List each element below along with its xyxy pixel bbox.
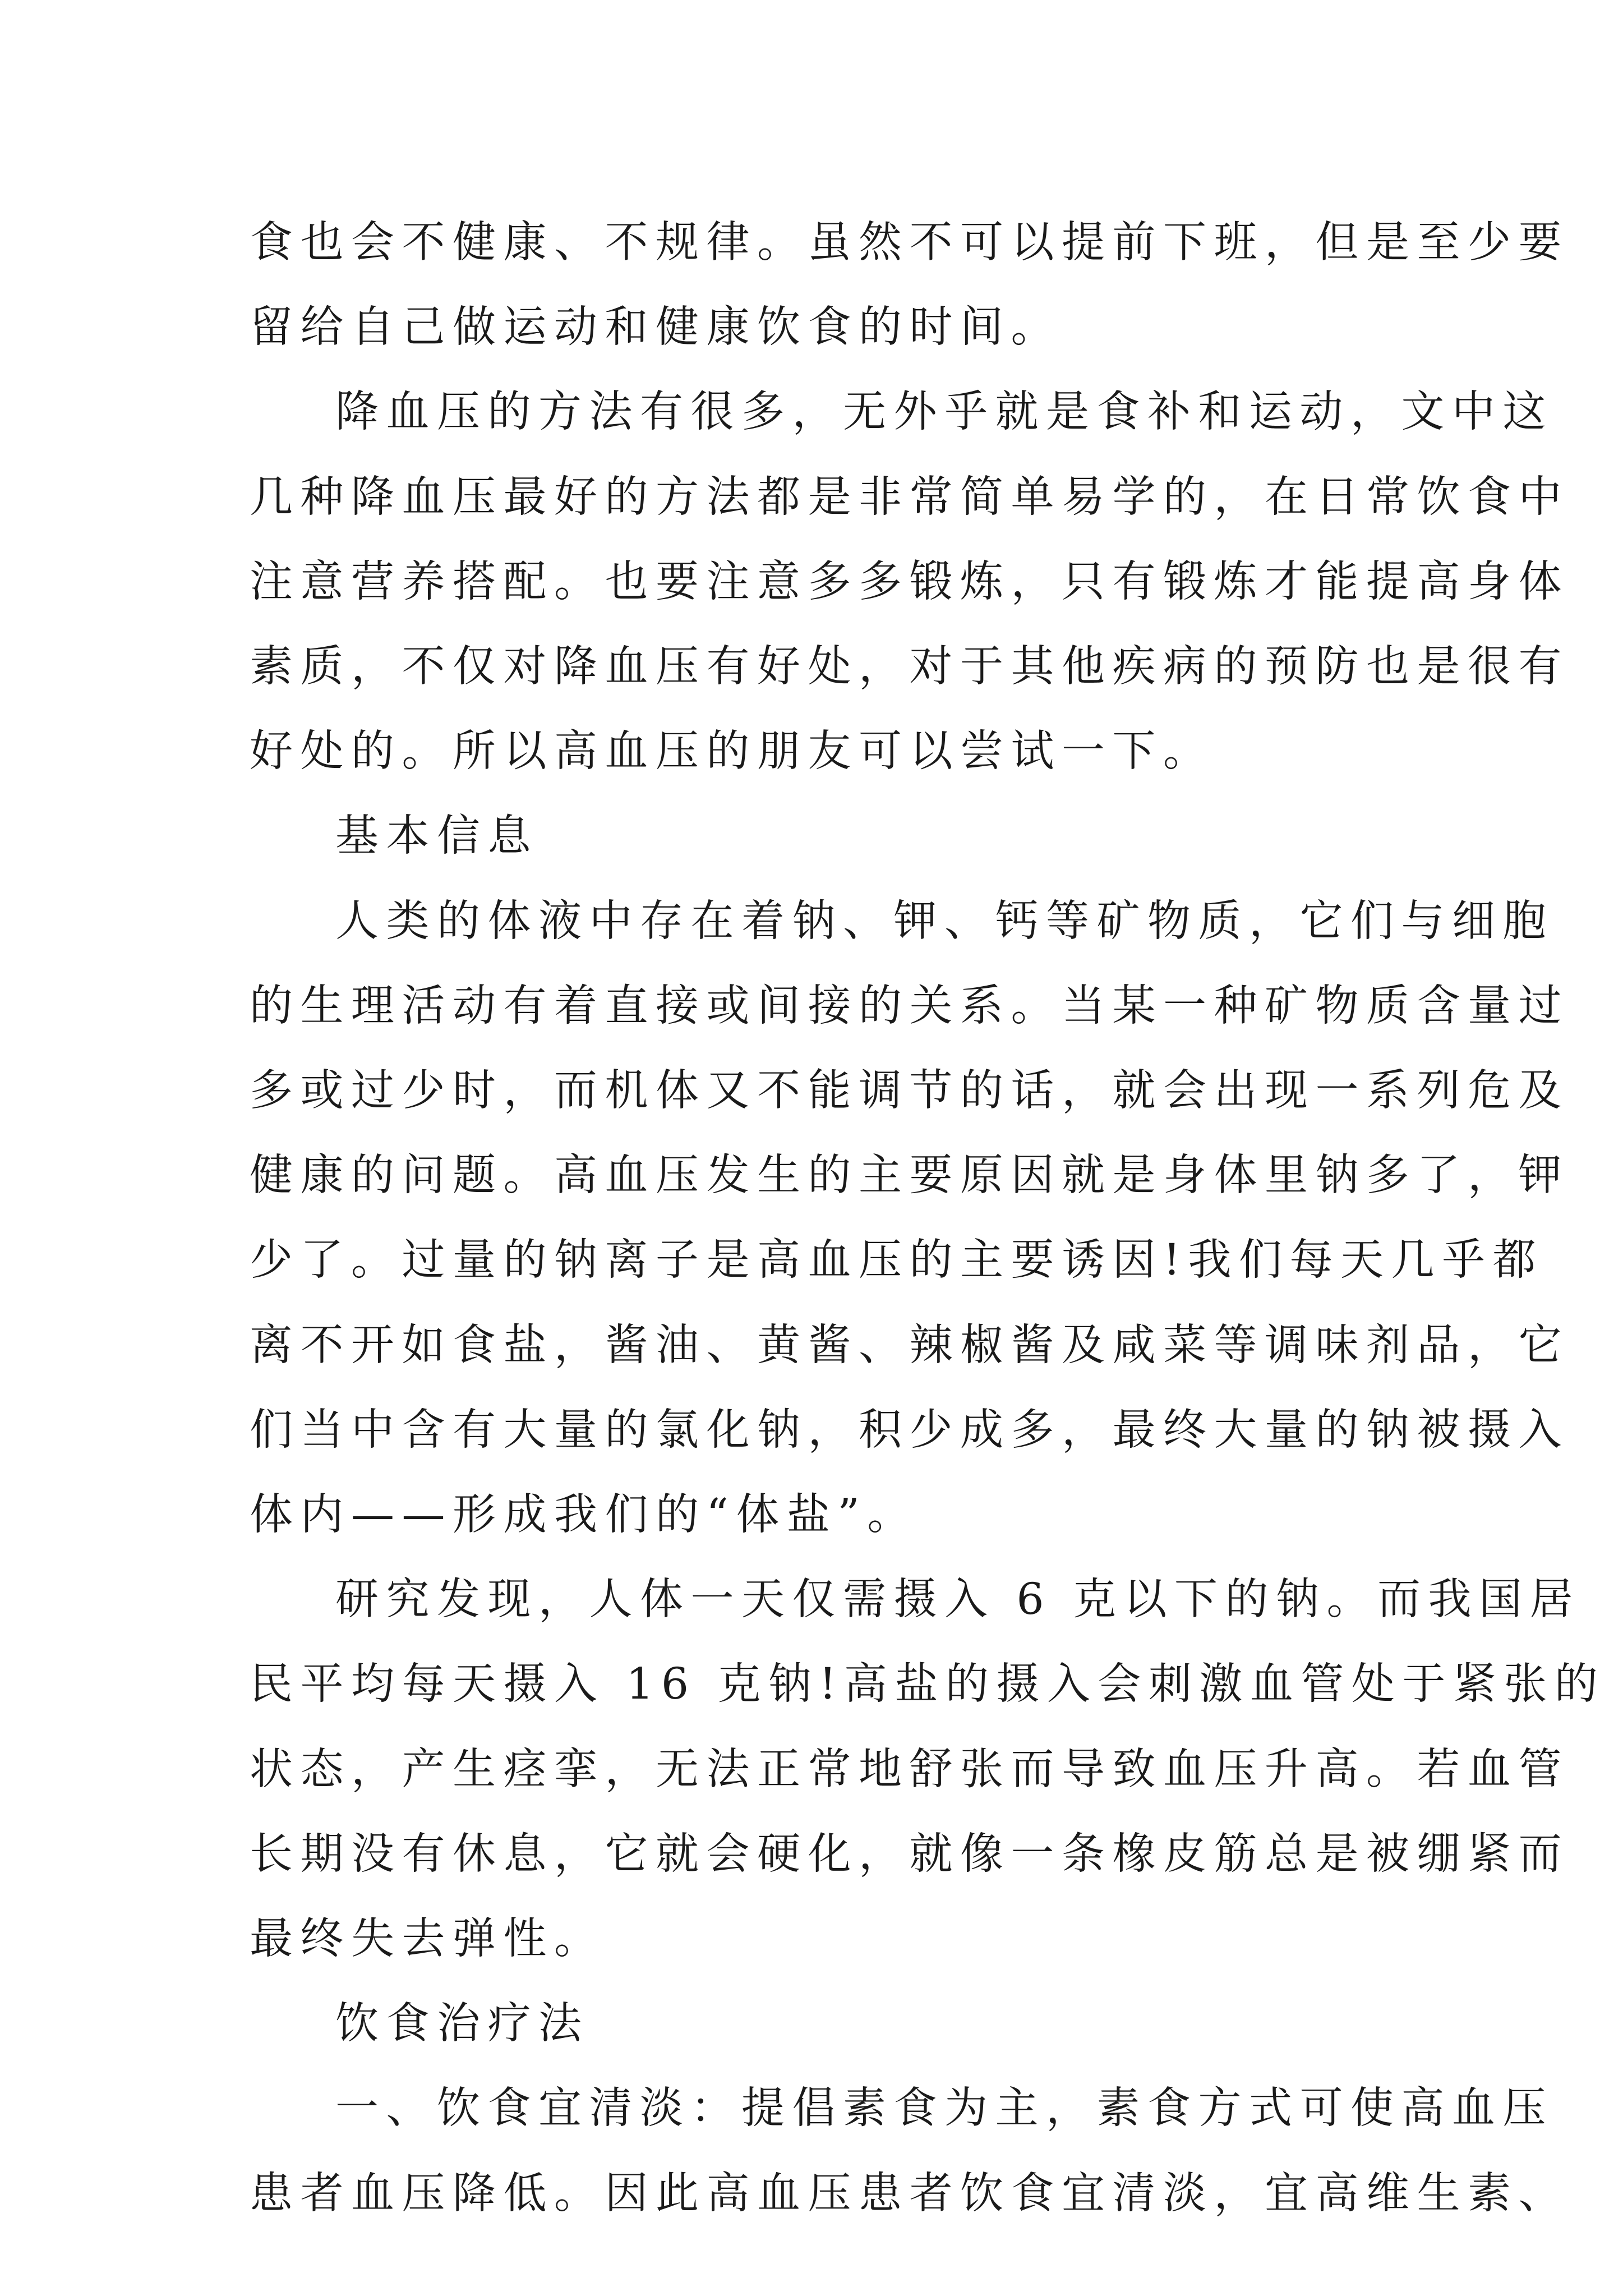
text-line: 民平均每天摄入 16 克钠!高盐的摄入会刺激血管处于紧张的: [250, 1659, 1606, 1709]
text-line: 食也会不健康、不规律。虽然不可以提前下班，但是至少要: [250, 218, 1569, 268]
text-line: 离不开如食盐，酱油、黄酱、辣椒酱及咸菜等调味剂品，它: [250, 1320, 1569, 1370]
text-line: 们当中含有大量的氯化钠，积少成多，最终大量的钠被摄入: [250, 1405, 1569, 1455]
text-line: 一、饮食宜清淡：提倡素食为主，素食方式可使高血压: [335, 2083, 1553, 2133]
text-line: 的生理活动有着直接或间接的关系。当某一种矿物质含量过: [250, 981, 1569, 1031]
text-line: 健康的问题。高血压发生的主要原因就是身体里钠多了，钾: [250, 1151, 1569, 1200]
text-line: 研究发现，人体一天仅需摄入 6 克以下的钠。而我国居: [335, 1575, 1580, 1625]
text-line: 降血压的方法有很多，无外乎就是食补和运动，文中这: [335, 387, 1553, 437]
text-line: 饮食治疗法: [335, 1999, 589, 2049]
text-line: 基本信息: [335, 811, 538, 861]
text-line: 注意营养搭配。也要注意多多锻炼，只有锻炼才能提高身体: [250, 557, 1569, 607]
text-line: 状态，产生痉挛，无法正常地舒张而导致血压升高。若血管: [250, 1745, 1569, 1795]
text-line: 体内——形成我们的“体盐”。: [250, 1490, 918, 1540]
text-line: 几种降血压最好的方法都是非常简单易学的，在日常饮食中: [250, 472, 1569, 522]
text-line: 素质，不仅对降血压有好处，对于其他疾病的预防也是很有: [250, 642, 1569, 692]
text-line: 人类的体液中存在着钠、钾、钙等矿物质，它们与细胞: [335, 896, 1553, 946]
text-line: 留给自己做运动和健康饮食的时间。: [250, 302, 1062, 352]
text-line: 多或过少时，而机体又不能调节的话，就会出现一系列危及: [250, 1066, 1569, 1116]
text-line: 少了。过量的钠离子是高血压的主要诱因!我们每天几乎都: [250, 1235, 1543, 1285]
text-line: 患者血压降低。因此高血压患者饮食宜清淡，宜高维生素、: [250, 2169, 1569, 2219]
text-line: 最终失去弹性。: [250, 1914, 605, 1964]
text-line: 好处的。所以高血压的朋友可以尝试一下。: [250, 726, 1214, 776]
text-line: 长期没有休息，它就会硬化，就像一条橡皮筋总是被绷紧而: [250, 1829, 1569, 1879]
